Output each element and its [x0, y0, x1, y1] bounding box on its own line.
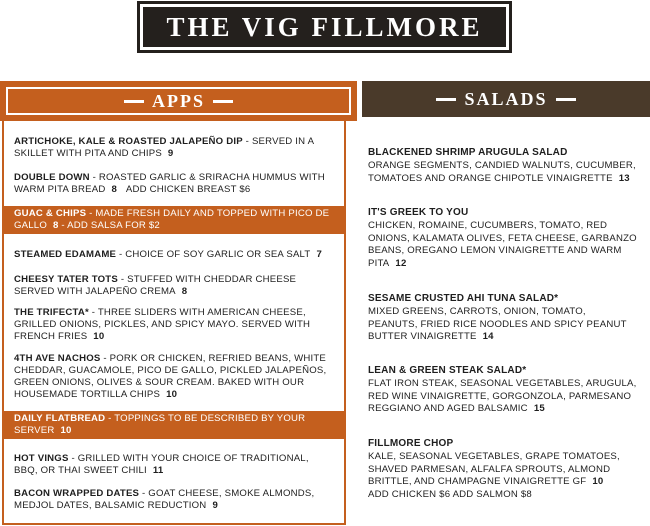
salad-item — [368, 365, 638, 416]
app-name: 4TH AVE NACHOS — [14, 353, 101, 364]
app-price: 9 — [167, 148, 174, 159]
salads-heading: SALADS — [464, 88, 548, 109]
app-name: STEAMED EDAMAME — [14, 249, 117, 260]
app-name: THE TRIFECTA* — [14, 307, 89, 318]
salads-header — [362, 81, 650, 117]
app-item — [4, 307, 344, 343]
salad-item — [368, 147, 638, 185]
app-name: HOT VINGS — [14, 453, 69, 464]
salad-desc: ORANGE SEGMENTS, CANDIED WALNUTS, CUCUMBER, TOMATOES AND ORANGE CHIPOTLE VINAIGRETTE — [368, 160, 636, 184]
salad-price: 12 — [395, 257, 407, 269]
app-price: 10 — [93, 331, 105, 342]
apps-heading: APPS — [152, 90, 205, 111]
app-extra: - ADD SALSA FOR $2 — [61, 220, 160, 231]
app-item — [4, 453, 344, 477]
app-name: DOUBLE DOWN — [14, 172, 90, 183]
app-item — [4, 353, 344, 401]
dash-left — [124, 100, 144, 103]
app-extra: ADD CHICKEN BREAST $6 — [125, 184, 251, 195]
app-name: DAILY FLATBREAD — [14, 413, 106, 424]
app-name: BACON WRAPPED DATES — [14, 488, 140, 499]
app-desc: - STUFFED WITH CHEDDAR CHEESE SERVED WITH JALAPEÑO CREMA — [14, 274, 297, 297]
app-desc: - MADE FRESH DAILY AND TOPPED WITH PICO DE GALLO — [14, 208, 330, 231]
app-desc: - CHOICE OF SOY GARLIC OR SEA SALT — [116, 249, 311, 260]
app-desc: - ROASTED GARLIC & SRIRACHA HUMMUS WITH WARM PITA BREAD — [14, 172, 325, 195]
dash-right — [556, 98, 576, 101]
app-price: 7 — [316, 249, 322, 260]
app-price: 11 — [152, 465, 164, 476]
salad-name: FILLMORE CHOP — [368, 438, 454, 449]
app-name: ARTICHOKE, KALE & ROASTED JALAPEÑO DIP — [14, 136, 243, 147]
app-name: GUAC & CHIPS — [14, 208, 87, 219]
salad-name: IT'S GREEK TO YOU — [368, 207, 469, 218]
salad-price: 13 — [618, 172, 630, 184]
salad-price: 10 — [592, 476, 604, 488]
app-item-highlighted — [4, 206, 344, 234]
salad-name: SESAME CRUSTED AHI TUNA SALAD* — [368, 293, 559, 304]
app-item — [4, 172, 344, 196]
app-desc: - TOPPINGS TO BE DESCRIBED BY YOUR SERVER — [14, 413, 306, 436]
app-price: 10 — [166, 389, 178, 400]
apps-panel — [2, 121, 346, 525]
app-desc: - GOAT CHEESE, SMOKE ALMONDS, MEDJOL DATES, BALSAMIC REDUCTION — [14, 488, 315, 511]
app-price: 9 — [212, 500, 218, 511]
app-item — [4, 249, 344, 261]
app-price: 8 — [181, 286, 188, 297]
app-item — [4, 274, 344, 298]
menu-title-box — [140, 4, 509, 50]
app-desc: - SERVED IN A SKILLET WITH PITA AND CHIPS — [14, 136, 314, 159]
app-name: CHEESY TATER TOTS — [14, 274, 118, 285]
salad-desc: FLAT IRON STEAK, SEASONAL VEGETABLES, ARUGULA, RED WINE VINAIGRETTE, GORGONZOLA, PARMESANO REGGIANO AND AGED BALSAMIC — [368, 378, 637, 415]
salad-name: LEAN & GREEN STEAK SALAD* — [368, 365, 527, 376]
apps-header — [0, 81, 357, 121]
app-item-highlighted — [4, 411, 344, 439]
app-price: 8 — [53, 220, 59, 231]
salad-desc: KALE, SEASONAL VEGETABLES, GRAPE TOMATOES, SHAVED PARMESAN, ALFALFA SPROUTS, ALMOND BRITTLE, AND CHAMPAGNE VINAIGRETTE GF — [368, 451, 620, 488]
app-price: 8 — [111, 184, 118, 195]
salad-price: 15 — [533, 403, 545, 415]
dash-right — [213, 100, 233, 103]
app-desc: - THREE SLIDERS WITH AMERICAN CHEESE, GRILLED ONIONS, PICKLES, AND SPICY MAYO. SERVED WITH FRENCH FRIES — [14, 307, 311, 342]
app-item — [4, 488, 344, 512]
salad-desc: MIXED GREENS, CARROTS, ONION, TOMATO, PEANUTS, FRIED RICE NOODLES AND SPICY PEANUT BUTTER VINAIGRETTE — [368, 306, 627, 343]
salad-desc: CHICKEN, ROMAINE, CUCUMBERS, TOMATO, RED ONIONS, KALAMATA OLIVES, FETA CHEESE, GARBANZO BEANS, OREGANO LEMON VINAIGRETTE AND WARM PITA — [368, 220, 637, 269]
app-desc: - GRILLED WITH YOUR CHOICE OF TRADITIONAL, BBQ, OR THAI SWEET CHILI — [14, 453, 309, 476]
salad-item — [368, 293, 638, 344]
menu-title: THE VIG FILLMORE — [166, 11, 483, 42]
salad-item — [368, 438, 638, 501]
salad-name: BLACKENED SHRIMP ARUGULA SALAD — [368, 147, 568, 158]
dash-left — [436, 98, 456, 101]
salad-price: 14 — [482, 331, 494, 343]
app-desc: - PORK OR CHICKEN, REFRIED BEANS, WHITE CHEDDAR, GUACAMOLE, PICO DE GALLO, PICKLED JALAPEÑOS, GREEN ONIONS, OLIVES & SOUR CREAM. BAKED WITH OUR HOUSEMADE TORTILLA CHIPS — [14, 353, 327, 400]
salad-extra: ADD CHICKEN $6 ADD SALMON $8 — [368, 488, 532, 500]
app-price: 10 — [60, 425, 72, 436]
salad-item — [368, 207, 638, 270]
app-item — [4, 136, 344, 160]
